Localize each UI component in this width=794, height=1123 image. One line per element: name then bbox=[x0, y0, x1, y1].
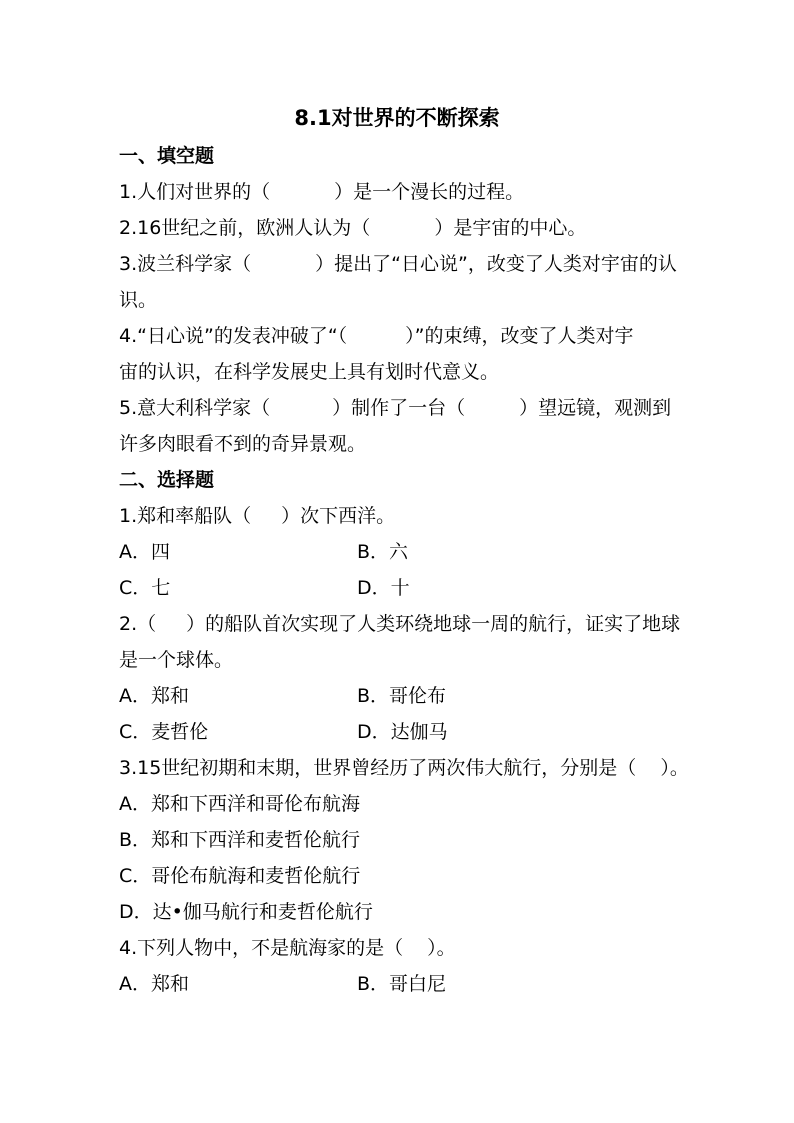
fill-question-5: 5.意大利科学家（ ）制作了一台（ ）望远镜，观测到 bbox=[119, 397, 672, 419]
choice-option-d[interactable]: D．达伽马 bbox=[357, 721, 448, 743]
fill-question-4: 4.“日心说”的发表冲破了“（ ）”的束缚，改变了人类对宇 bbox=[119, 325, 634, 347]
fill-question-5-cont: 许多肉眼看不到的奇异景观。 bbox=[119, 433, 367, 455]
fill-question-1: 1.人们对世界的（ ）是一个漫长的过程。 bbox=[119, 181, 525, 203]
fill-question-4-cont: 宙的认识，在科学发展史上具有划时代意义。 bbox=[119, 361, 500, 383]
choice-option-b[interactable]: B．哥白尼 bbox=[357, 973, 447, 995]
section-heading-choice: 二、选择题 bbox=[119, 469, 215, 491]
fill-question-2: 2.16世纪之前，欧洲人认为（ ）是宇宙的中心。 bbox=[119, 217, 587, 239]
choice-option-b[interactable]: B．六 bbox=[357, 541, 409, 563]
section-heading-fill-in: 一、填空题 bbox=[119, 145, 215, 167]
choice-question-3: 3.15世纪初期和末期，世界曾经历了两次伟大航行，分别是（ ）。 bbox=[119, 757, 689, 779]
choice-option-b[interactable]: B．哥伦布 bbox=[357, 685, 447, 707]
choice-option-a[interactable]: A．郑和下西洋和哥伦布航海 bbox=[119, 793, 360, 815]
choice-option-d[interactable]: D．达•伽马航行和麦哲伦航行 bbox=[119, 901, 373, 923]
choice-option-b[interactable]: B．郑和下西洋和麦哲伦航行 bbox=[119, 829, 361, 851]
fill-question-3: 3.波兰科学家（ ）提出了“日心说”，改变了人类对宇宙的认 bbox=[119, 253, 677, 275]
fill-question-3-cont: 识。 bbox=[119, 289, 158, 311]
choice-question-4: 4.下列人物中，不是航海家的是（ ）。 bbox=[119, 937, 456, 959]
choice-option-c[interactable]: C．七 bbox=[119, 577, 171, 599]
choice-option-a[interactable]: A．郑和 bbox=[119, 685, 189, 707]
choice-question-2-cont: 是一个球体。 bbox=[119, 649, 234, 671]
choice-question-2: 2.（ ）的船队首次实现了人类环绕地球一周的航行，证实了地球 bbox=[119, 613, 681, 635]
choice-option-c[interactable]: C．哥伦布航海和麦哲伦航行 bbox=[119, 865, 361, 887]
choice-option-a[interactable]: A．郑和 bbox=[119, 973, 189, 995]
choice-question-1: 1.郑和率船队（ ）次下西洋。 bbox=[119, 505, 396, 527]
page-title: 8.1对世界的不断探索 bbox=[294, 106, 500, 130]
choice-option-c[interactable]: C．麦哲伦 bbox=[119, 721, 209, 743]
choice-option-d[interactable]: D．十 bbox=[357, 577, 410, 599]
choice-option-a[interactable]: A．四 bbox=[119, 541, 170, 563]
